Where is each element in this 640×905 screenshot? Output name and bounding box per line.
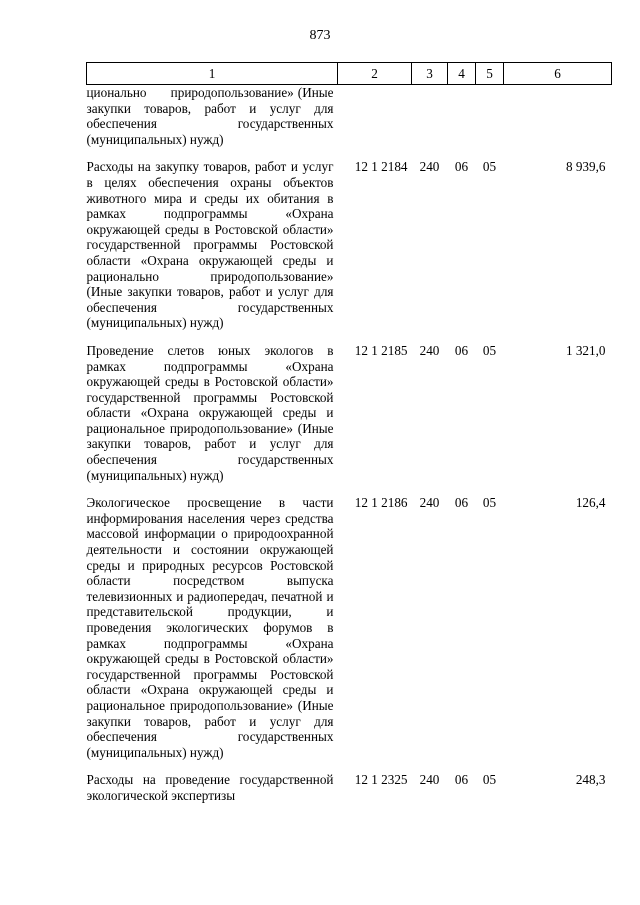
target-code: 12 1 2186: [354, 495, 408, 511]
column-header: 6: [504, 63, 612, 85]
column-header: 4: [448, 63, 476, 85]
budget-table: [86, 62, 612, 804]
table-row: [87, 85, 612, 160]
target-code: 12 1 2185: [354, 342, 408, 358]
subsection-code: 05: [482, 342, 497, 358]
table-header-row: [87, 63, 612, 85]
column-header: 5: [476, 63, 504, 85]
table-row: [87, 495, 612, 772]
row-description: Проведение слетов юных экологов в рамках подпрограммы «Охрана окружающей среды в Ростовской области» государственной программы Ростовской области «Охрана окружающей среды и рациональное природопользование» (Иные закупки товаров, работ и услуг для обеспечения государственных (муниципальных) нужд): [86, 342, 334, 483]
table-row: [87, 159, 612, 343]
subsection-code: 05: [482, 772, 497, 788]
target-code: 12 1 2325: [354, 772, 408, 788]
table-row: [87, 772, 612, 803]
target-code: [338, 85, 412, 160]
expense-type: 240: [419, 772, 440, 788]
amount: 248,3: [575, 772, 606, 788]
subsection-code: 05: [482, 495, 497, 511]
amount: 1 321,0: [565, 342, 606, 358]
column-header: 2: [338, 63, 412, 85]
table-row: [87, 343, 612, 495]
row-description: Расходы на проведение государственной экологической экспертизы: [86, 772, 334, 803]
expense-type: [412, 85, 448, 160]
target-code: 12 1 2184: [354, 159, 408, 175]
expense-type: 240: [419, 159, 440, 175]
amount: [504, 85, 612, 160]
expense-type: 240: [419, 342, 440, 358]
section-code: 06: [454, 495, 469, 511]
expense-type: 240: [419, 495, 440, 511]
column-header: 3: [412, 63, 448, 85]
column-header: 1: [87, 63, 338, 85]
section-code: 06: [454, 159, 469, 175]
amount: 126,4: [575, 495, 606, 511]
subsection-code: [476, 85, 504, 160]
section-code: 06: [454, 772, 469, 788]
row-description: ционально природопользование» (Иные закупки товаров, работ и услуг для обеспечения государственных (муниципальных) нужд): [86, 85, 334, 147]
subsection-code: 05: [482, 159, 497, 175]
page-number: 873: [309, 28, 331, 43]
section-code: [448, 85, 476, 160]
amount: 8 939,6: [565, 159, 606, 175]
row-description: Экологическое просвещение в части информирования населения через средства массовой информации о природоохранной деятельности и состоянии окружающей среды и природных ресурсов Ростовской области посредством выпуска телевизионных и радиопередач, печатной и представительской продукции, и проведения экологических форумов в рамках подпрограммы «Охрана окружающей среды в Ростовской области» государственной программы Ростовской области «Охрана окружающей среды и рациональное природопользование» (Иные закупки товаров, работ и услуг для обеспечения государственных (муниципальных) нужд): [86, 495, 334, 760]
section-code: 06: [454, 342, 469, 358]
row-description: Расходы на закупку товаров, работ и услуг в целях обеспечения охраны объектов животного мира и среды их обитания в рамках подпрограммы «Охрана окружающей среды в Ростовской области» государственной программы Ростовской области «Охрана окружающей среды и рационально природопользование» (Иные закупки товаров, работ и услуг для обеспечения государственных (муниципальных) нужд): [86, 159, 334, 331]
